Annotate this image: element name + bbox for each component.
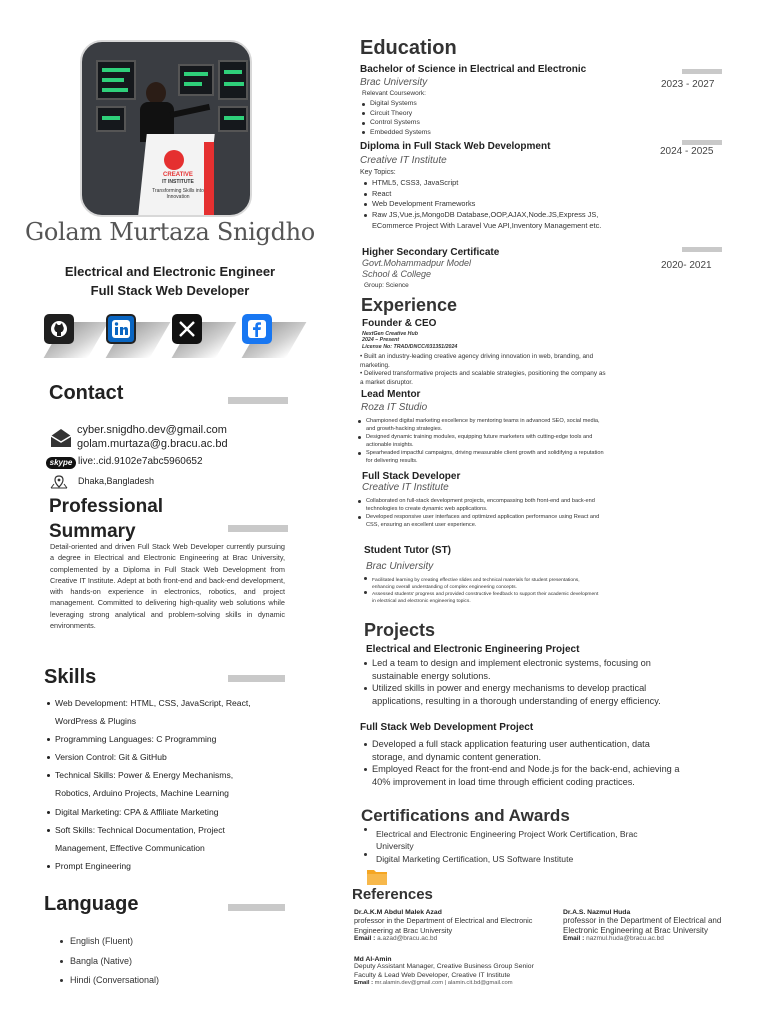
references-heading: References: [352, 886, 433, 903]
facebook-icon: [242, 314, 272, 344]
summary-heading-line-2: Summary: [49, 521, 136, 542]
job-item: Spearheaded impactful campaigns, driving measurable client growth and solidifying a reputation for delivering results.: [356, 449, 606, 465]
job-role: Founder & CEO: [362, 318, 437, 329]
skype-id[interactable]: live:.cid.9102e7abc5960652: [78, 456, 203, 467]
reference-email[interactable]: mr.alamin.dev@gmail.com | alamin.cit.bd@gmail.com: [374, 980, 513, 987]
project-items: [362, 738, 682, 788]
job-item: Facilitated learning by creating effective slides and technical materials for student presentations, enhancing overall understanding of complex engineering concepts.: [362, 577, 602, 591]
skill-item: Version Control: Git & GitHub: [46, 748, 306, 766]
x-icon: [172, 314, 202, 344]
linkedin-icon: [106, 314, 136, 344]
job-meta: [362, 331, 457, 350]
job-item: Developed responsive user interfaces and optimized application performance using React and CSS, ensuring an excellent user experience.: [356, 513, 612, 529]
skill-item: WordPress & Plugins: [55, 716, 137, 727]
skill-item: Prompt Engineering: [46, 857, 306, 875]
job-item: Championed digital marketing excellence by mentoring teams in advanced SEO, social media, and growth-hacking strategies.: [356, 417, 606, 433]
job-items: [362, 577, 602, 605]
summary-text: Detail-oriented and driven Full Stack Web Developer currently pursuing a degree in Electrical and Electronic Engineering at Brac University, complemented by a Diploma in Full Stack Web Development from Creative IT Institute. Adept at both front-end and back-end development, with hands-on experience in electronics, robotics, and project management. Committed to delivering high-quality web solutions while leveraging strong analytical and problem-solving skills in dynamic environments.: [50, 542, 285, 631]
reference-description: Deputy Assistant Manager, Creative Business Group Senior Faculty & Lead Web Developer, Creative IT Institute: [354, 963, 534, 979]
institution: Govt.Mohammadpur Model: [362, 258, 472, 268]
topics-list: [362, 178, 630, 232]
coursework-item: Digital Systems: [360, 99, 431, 109]
section-divider: [228, 397, 288, 404]
profile-photo: [80, 40, 252, 217]
reference-card: [354, 956, 554, 986]
section-divider: [228, 525, 288, 532]
reference-email[interactable]: a.azad@bracu.ac.bd: [377, 935, 438, 942]
job-bullet: • Delivered transformative projects and scalable strategies, positioning the company as a market disruptor.: [360, 370, 606, 387]
job-org: Brac University: [366, 561, 434, 572]
reference-description: professor in the Department of Electrical and Electronic Engineering at Brac University: [563, 916, 722, 935]
github-icon: [44, 314, 74, 344]
degree-title: Diploma in Full Stack Web Development: [360, 141, 551, 152]
skill-item: Management, Effective Communication: [55, 842, 205, 853]
degree-title: Higher Secondary Certificate: [362, 247, 500, 258]
email-label: Email :: [354, 935, 376, 942]
reference-email[interactable]: nazmul.huda@bracu.ac.bd: [586, 935, 664, 942]
job-items: [356, 417, 606, 466]
podium-tagline: Transforming Skills into Innovation: [152, 188, 204, 200]
coursework-item: Embedded Systems: [360, 128, 431, 138]
job-title-2: Full Stack Web Developer: [90, 283, 250, 298]
institution: School & College: [362, 269, 432, 279]
project-item: Employed React for the front-end and Node.js for the back-end, achieving a 40% improvement in load time through efficient coding practices.: [362, 763, 682, 788]
folder-icon: [366, 866, 388, 886]
education-years: 2020- 2021: [661, 260, 712, 271]
topics-label: Key Topics:: [360, 169, 396, 176]
job-org: Creative IT Institute: [362, 482, 449, 493]
language-item: Hindi (Conversational): [58, 971, 159, 991]
topic-item: HTML5, CSS3, JavaScript: [362, 178, 630, 189]
year-divider: [682, 247, 722, 252]
email-label: Email :: [563, 935, 585, 942]
reference-card: [563, 909, 758, 942]
education-years: 2024 - 2025: [660, 146, 714, 157]
summary-heading: [49, 494, 163, 544]
facebook-link[interactable]: [242, 314, 294, 366]
experience-heading: Experience: [361, 295, 458, 315]
job-item: Collaborated on full-stack development projects, encompassing both front-end and back-end technologies to create dynamic web applications.: [356, 497, 612, 513]
section-divider: [228, 904, 285, 911]
summary-heading-line-1: Professional: [49, 496, 164, 517]
skill-item: Digital Marketing: CPA & Affiliate Marketing: [46, 803, 306, 821]
reference-card: [354, 909, 544, 942]
job-dates: 2024 – Present: [362, 337, 400, 344]
group-label: Group: Science: [364, 282, 409, 289]
certifications-heading: Certifications and Awards: [361, 806, 570, 825]
project-items: [362, 657, 682, 707]
education-years: 2023 - 2027: [661, 79, 715, 90]
linkedin-link[interactable]: [106, 314, 158, 366]
job-items: [356, 497, 612, 529]
project-item: Utilized skills in power and energy mechanisms to develop practical applications, resulting in a thorough understanding of energy efficiency.: [362, 682, 682, 707]
job-item: Designed dynamic training modules, equipping future marketers with cutting-edge tools and actionable insights.: [356, 433, 606, 449]
job-org: Roza IT Studio: [361, 402, 428, 413]
skill-item: Programming Languages: C Programming: [46, 730, 306, 748]
location: Dhaka,Bangladesh: [78, 476, 155, 486]
x-link[interactable]: [172, 314, 224, 366]
skill-item: Web Development: HTML, CSS, JavaScript, React,: [46, 694, 306, 712]
skill-item: Robotics, Arduino Projects, Machine Learning: [55, 788, 229, 799]
coursework-item: Control Systems: [360, 118, 431, 128]
year-divider: [682, 69, 722, 74]
email-label: Email :: [354, 980, 374, 987]
section-divider: [228, 675, 285, 682]
language-item: English (Fluent): [58, 932, 159, 952]
job-bullet: • Built an industry-leading creative agency driving innovation in web, branding, and marketing.: [360, 353, 594, 369]
mail-icon: [49, 428, 73, 448]
project-title: Full Stack Web Development Project: [360, 722, 534, 733]
certification-list: [362, 828, 662, 865]
institution: Brac University: [360, 77, 428, 88]
job-item: Assessed students' progress and provided constructive feedback to support their academic development in electrical and electronic engineering topics.: [362, 591, 602, 605]
reference-name: Md Al-Amin: [354, 956, 392, 963]
job-title-1: Electrical and Electronic Engineer: [64, 264, 276, 279]
podium-brand-sub: IT INSTITUTE: [162, 179, 194, 185]
job-role: Student Tutor (ST): [364, 545, 452, 556]
topic-item: Web Development Frameworks: [362, 199, 630, 210]
skill-item: Technical Skills: Power & Energy Mechanisms,: [46, 766, 306, 784]
project-title: Electrical and Electronic Engineering Project: [366, 644, 580, 655]
institution: Creative IT Institute: [360, 155, 447, 166]
reference-name: Dr.A.K.M Abdul Malek Azad: [354, 909, 442, 916]
company-name: NextGen Creative Hub: [362, 331, 418, 337]
skills-heading: Skills: [44, 666, 97, 688]
year-divider: [682, 140, 722, 145]
skype-icon: skype: [46, 457, 76, 469]
skill-item: Soft Skills: Technical Documentation, Project: [46, 821, 306, 839]
skills-list: [46, 694, 306, 875]
certification-item: Digital Marketing Certification, US Software Institute: [362, 853, 662, 865]
coursework-item: Circuit Theory: [360, 109, 431, 119]
language-heading: Language: [44, 893, 139, 915]
location-icon: [50, 474, 68, 488]
education-heading: Education: [360, 37, 457, 59]
language-item: Bangla (Native): [58, 952, 159, 972]
job-description: [360, 353, 610, 388]
candidate-name: Golam Murtaza Snigdho: [25, 218, 315, 246]
contact-heading: Contact: [49, 382, 124, 404]
podium-brand: CREATIVE: [163, 172, 193, 178]
certification-item: Electrical and Electronic Engineering Project Work Certification, Brac University: [362, 828, 662, 853]
language-list: [58, 932, 159, 991]
email-secondary[interactable]: golam.murtaza@g.bracu.ac.bd: [77, 438, 228, 450]
topic-item: Raw JS,Vue.js,MongoDB Database,OOP,AJAX,Node.JS,Express JS, ECommerce Project With Laravel Vue API,Inventory Management etc.: [362, 210, 630, 231]
email-primary[interactable]: cyber.snigdho.dev@gmail.com: [77, 424, 227, 436]
reference-name: Dr.A.S. Nazmul Huda: [563, 909, 631, 916]
coursework-list: [360, 99, 431, 137]
job-role: Lead Mentor: [361, 389, 421, 400]
coursework-label: Relevant Coursework:: [362, 90, 426, 97]
job-role: Full Stack Developer: [362, 471, 461, 482]
topic-item: React: [362, 189, 630, 200]
github-link[interactable]: [44, 314, 96, 366]
projects-heading: Projects: [364, 620, 436, 640]
project-item: Developed a full stack application featuring user authentication, data storage, and dynamic content generation.: [362, 738, 682, 763]
reference-description: professor in the Department of Electrical and Electronic Engineering at Brac University: [354, 916, 533, 935]
license-number: License No: TRAD/DNCC/031351/2024: [362, 343, 458, 350]
degree-title: Bachelor of Science in Electrical and Electronic: [360, 64, 587, 75]
project-item: Led a team to design and implement electronic systems, focusing on sustainable energy solutions.: [362, 657, 682, 682]
